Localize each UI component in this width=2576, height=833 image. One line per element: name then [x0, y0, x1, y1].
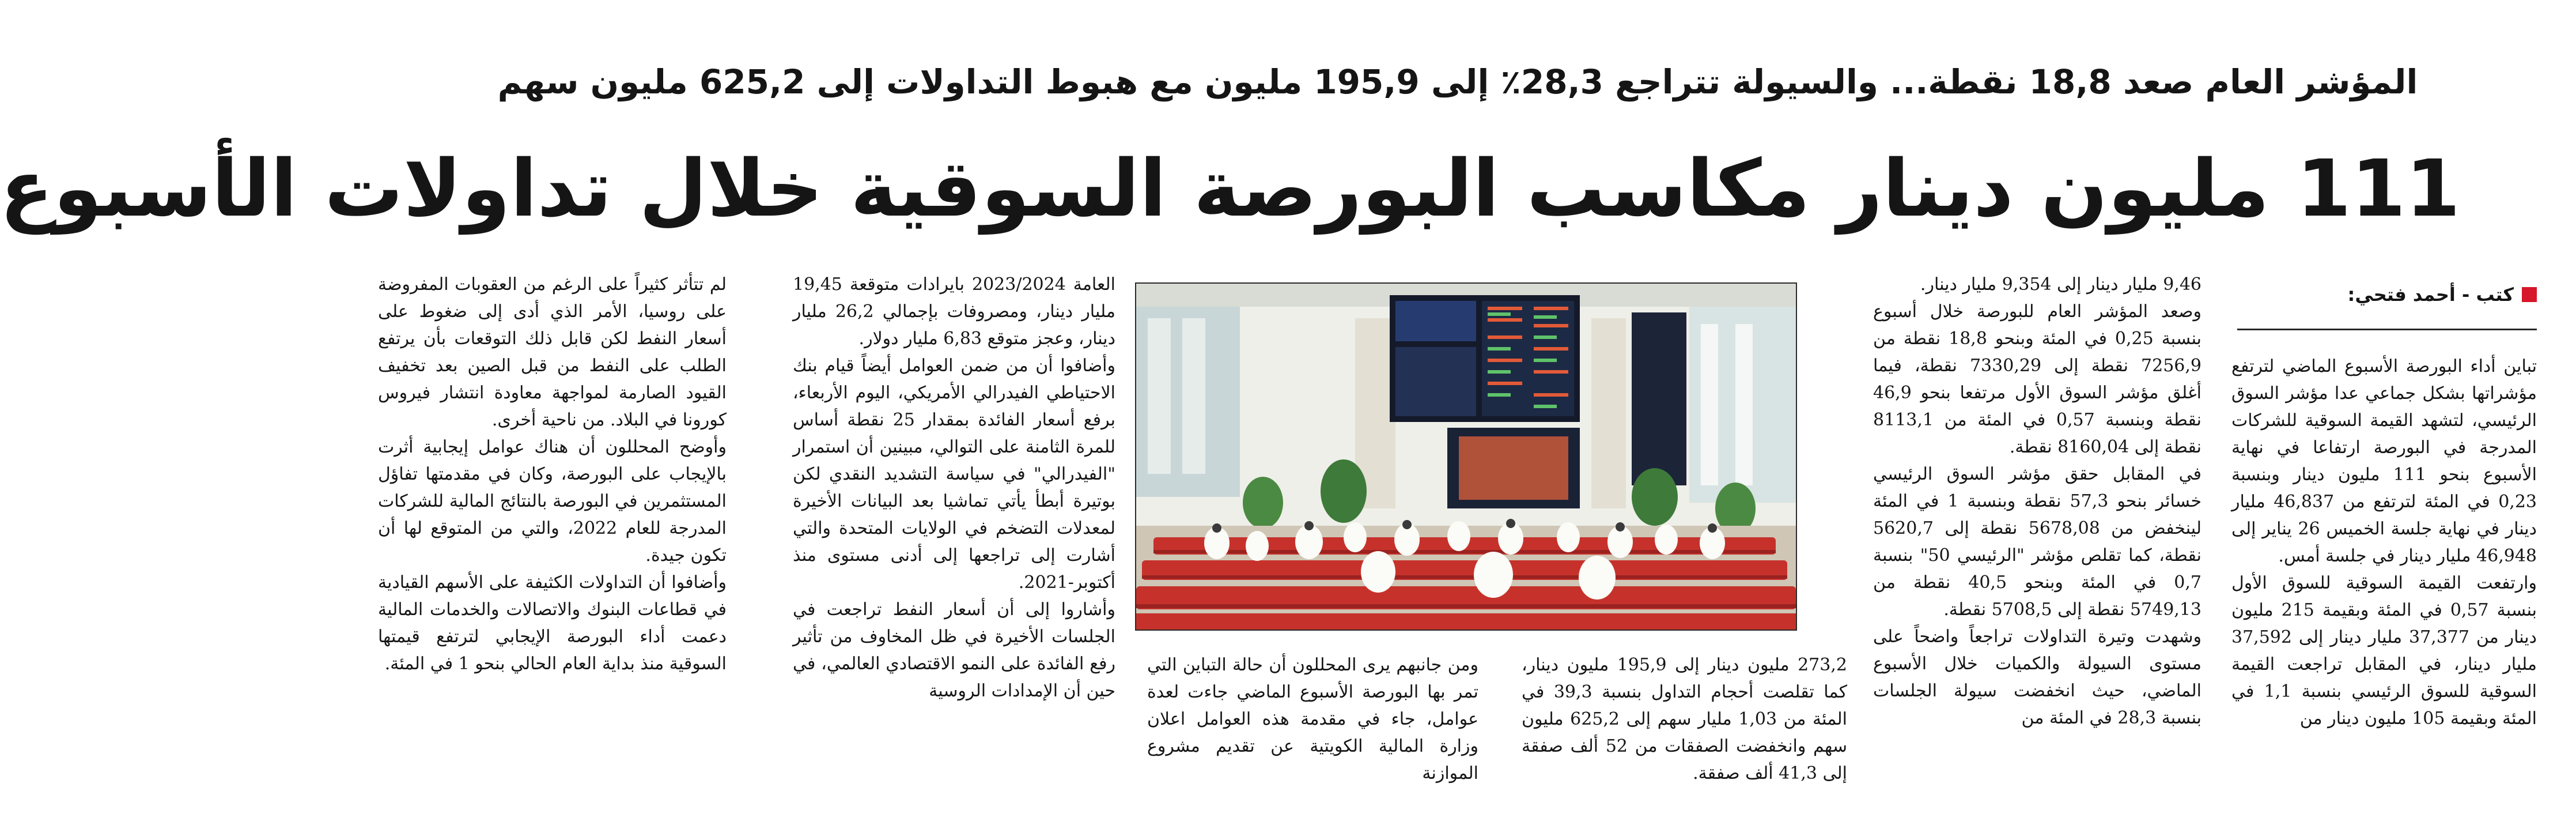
byline-divider	[2237, 329, 2537, 330]
byline	[2260, 280, 2537, 310]
article-column-3	[793, 271, 1115, 808]
paragraph: وأوضح المحللون أن هناك عوامل إيجابية أثرت بالإيجاب على البورصة، وكان في مقدمتها تفاؤل المستثمرين في البورصة بالنتائج المالية للشركات المدرجة للعام 2022، والتي من المتوقع لها أن تكون جيدة.	[378, 437, 727, 566]
byline-square-icon	[2522, 287, 2537, 302]
paragraph: 9,46 مليار دينار إلى 9,354 مليار دينار.	[1920, 274, 2201, 295]
article-column-under-photo-left	[1147, 651, 1478, 808]
paragraph: وأضافوا أن من ضمن العوامل أيضاً قيام بنك الاحتياطي الفيدرالي الأمريكي، اليوم الأربعاء، برفع أسعار الفائدة بمقدار 25 نقطة أساس للمرة الثامنة على التوالي، مبينين أن استمرار "الفيدرالي" في سياسة التشديد النقدي لكن بوتيرة أبطأ يأتي تماشيا بعد البيانات الأخيرة لمعدلات التضخم في الولايات المتحدة والتي أشارت إلى تراجعها إلى أدنى مستوى منذ أكتوبر-2021.	[793, 356, 1115, 593]
paragraph: وصعد المؤشر العام للبورصة خلال أسبوع بنسبة 0,25 في المئة وبنحو 18,8 نقطة من 7256,9 نقطة إلى 7330,29 نقطة، فيما أغلق مؤشر السوق الأول مرتفعا بنحو 46,9 نقطة وبنسبة 0,57 في المئة من 8113,1 نقطة إلى 8160,04 نقطة.	[1873, 301, 2202, 457]
paragraph: في المقابل حقق مؤشر السوق الرئيسي خسائر بنحو 57,3 نقطة وبنسبة 1 في المئة لينخفض من 5678,08 نقطة إلى 5620,7 نقطة، كما تقلص مؤشر "الرئيسي 50" بنسبة 0,7 في المئة وبنحو 40,5 نقطة من 5749,13 نقطة إلى 5708,5 نقطة.	[1873, 464, 2202, 620]
paragraph: ومن جانبهم يرى المحللون أن حالة التباين التي تمر بها البورصة الأسبوع الماضي جاءت لعدة عوامل، جاء في مقدمة هذه العوامل اعلان وزارة المالية الكويتية عن تقديم مشروع الموازنة	[1147, 655, 1478, 783]
paragraph: العامة 2023/2024 بايرادات متوقعة 19,45 مليار دينار، ومصروفات بإجمالي 26,2 مليار دينار، وعجز متوقع 6,83 مليار دولار.	[793, 274, 1116, 349]
paragraph: وشهدت وتيرة التداولات تراجعاً واضحاً على مستوى السيولة والكميات خلال الأسبوع الماضي، حيث انخفضت سيولة الجلسات بنسبة 28,3 في المئة من	[1873, 627, 2201, 728]
paragraph: 273,2 مليون دينار إلى 195,9 مليون دينار، كما تقلصت أحجام التداول بنسبة 39,3 في المئة من 1,03 مليار سهم إلى 625,2 مليون سهم وانخفضت الصفقات من 52 ألف صفقة إلى 41,3 ألف صفقة.	[1522, 655, 1847, 783]
paragraph: وأضافوا أن التداولات الكثيفة على الأسهم القيادية في قطاعات البنوك والاتصالات والخدمات المالية دعمت أداء البورصة الإيجابي لترتفع قيمتها السوقية منذ بداية العام الحالي بنحو 1 في المئة.	[378, 572, 727, 674]
article-photo-trading-hall	[1135, 282, 1797, 631]
paragraph: تباين أداء البورصة الأسبوع الماضي لترتفع مؤشراتها بشكل جماعي عدا مؤشر السوق الرئيسي، لتشهد القيمة السوقية للشركات المدرجة في البورصة ارتفاعا في نهاية الأسبوع بنحو 111 مليون دينار وبنسبة 0,23 في المئة لترتفع من 46,837 مليار دينار في نهاية جلسة الخميس 26 يناير إلى 46,948 مليار دينار في جلسة أمس.	[2231, 356, 2537, 566]
paragraph: وارتفعت القيمة السوقية للسوق الأول بنسبة 0,57 في المئة وبقيمة 215 مليون دينار من 37,377 مليار دينار إلى 37,592 مليار دينار، في المقابل تراجعت القيمة السوقية للسوق الرئيسي بنسبة 1,1 في المئة وبقيمة 105 مليون دينار من	[2231, 573, 2537, 729]
article-headline: 111 مليون دينار مكاسب البورصة السوقية خلال تداولات الأسبوع	[0, 144, 2460, 235]
byline-text: كتب - أحمد فتحي:	[2347, 284, 2514, 306]
article-column-under-photo-right	[1522, 651, 1847, 808]
article-subheadline: المؤشر العام صعد 18,8 نقطة... والسيولة تتراجع 28,3٪ إلى 195,9 مليون مع هبوط التداولات إلى 625,2 مليون سهم	[497, 62, 2418, 101]
trading-hall-illustration	[1136, 284, 1796, 630]
paragraph: لم تتأثر كثيراً على الرغم من العقوبات المفروضة على روسيا، الأمر الذي أدى إلى ضغوط على أسعار النفط لكن قابل ذلك التوقعات بأن يرتفع الطلب على النفط من قبل الصين بعد تخفيف القيود الصارمة لمواجهة معاودة انتشار فيروس كورونا في البلاد. من ناحية أخرى.	[378, 274, 727, 430]
article-column-1	[2231, 353, 2537, 808]
article-column-2	[1873, 271, 2201, 808]
article-column-4	[378, 271, 727, 808]
paragraph: وأشاروا إلى أن أسعار النفط تراجعت في الجلسات الأخيرة في ظل المخاوف من تأثير رفع الفائدة على النمو الاقتصادي العالمي، في حين أن الإمدادات الروسية	[793, 600, 1115, 701]
